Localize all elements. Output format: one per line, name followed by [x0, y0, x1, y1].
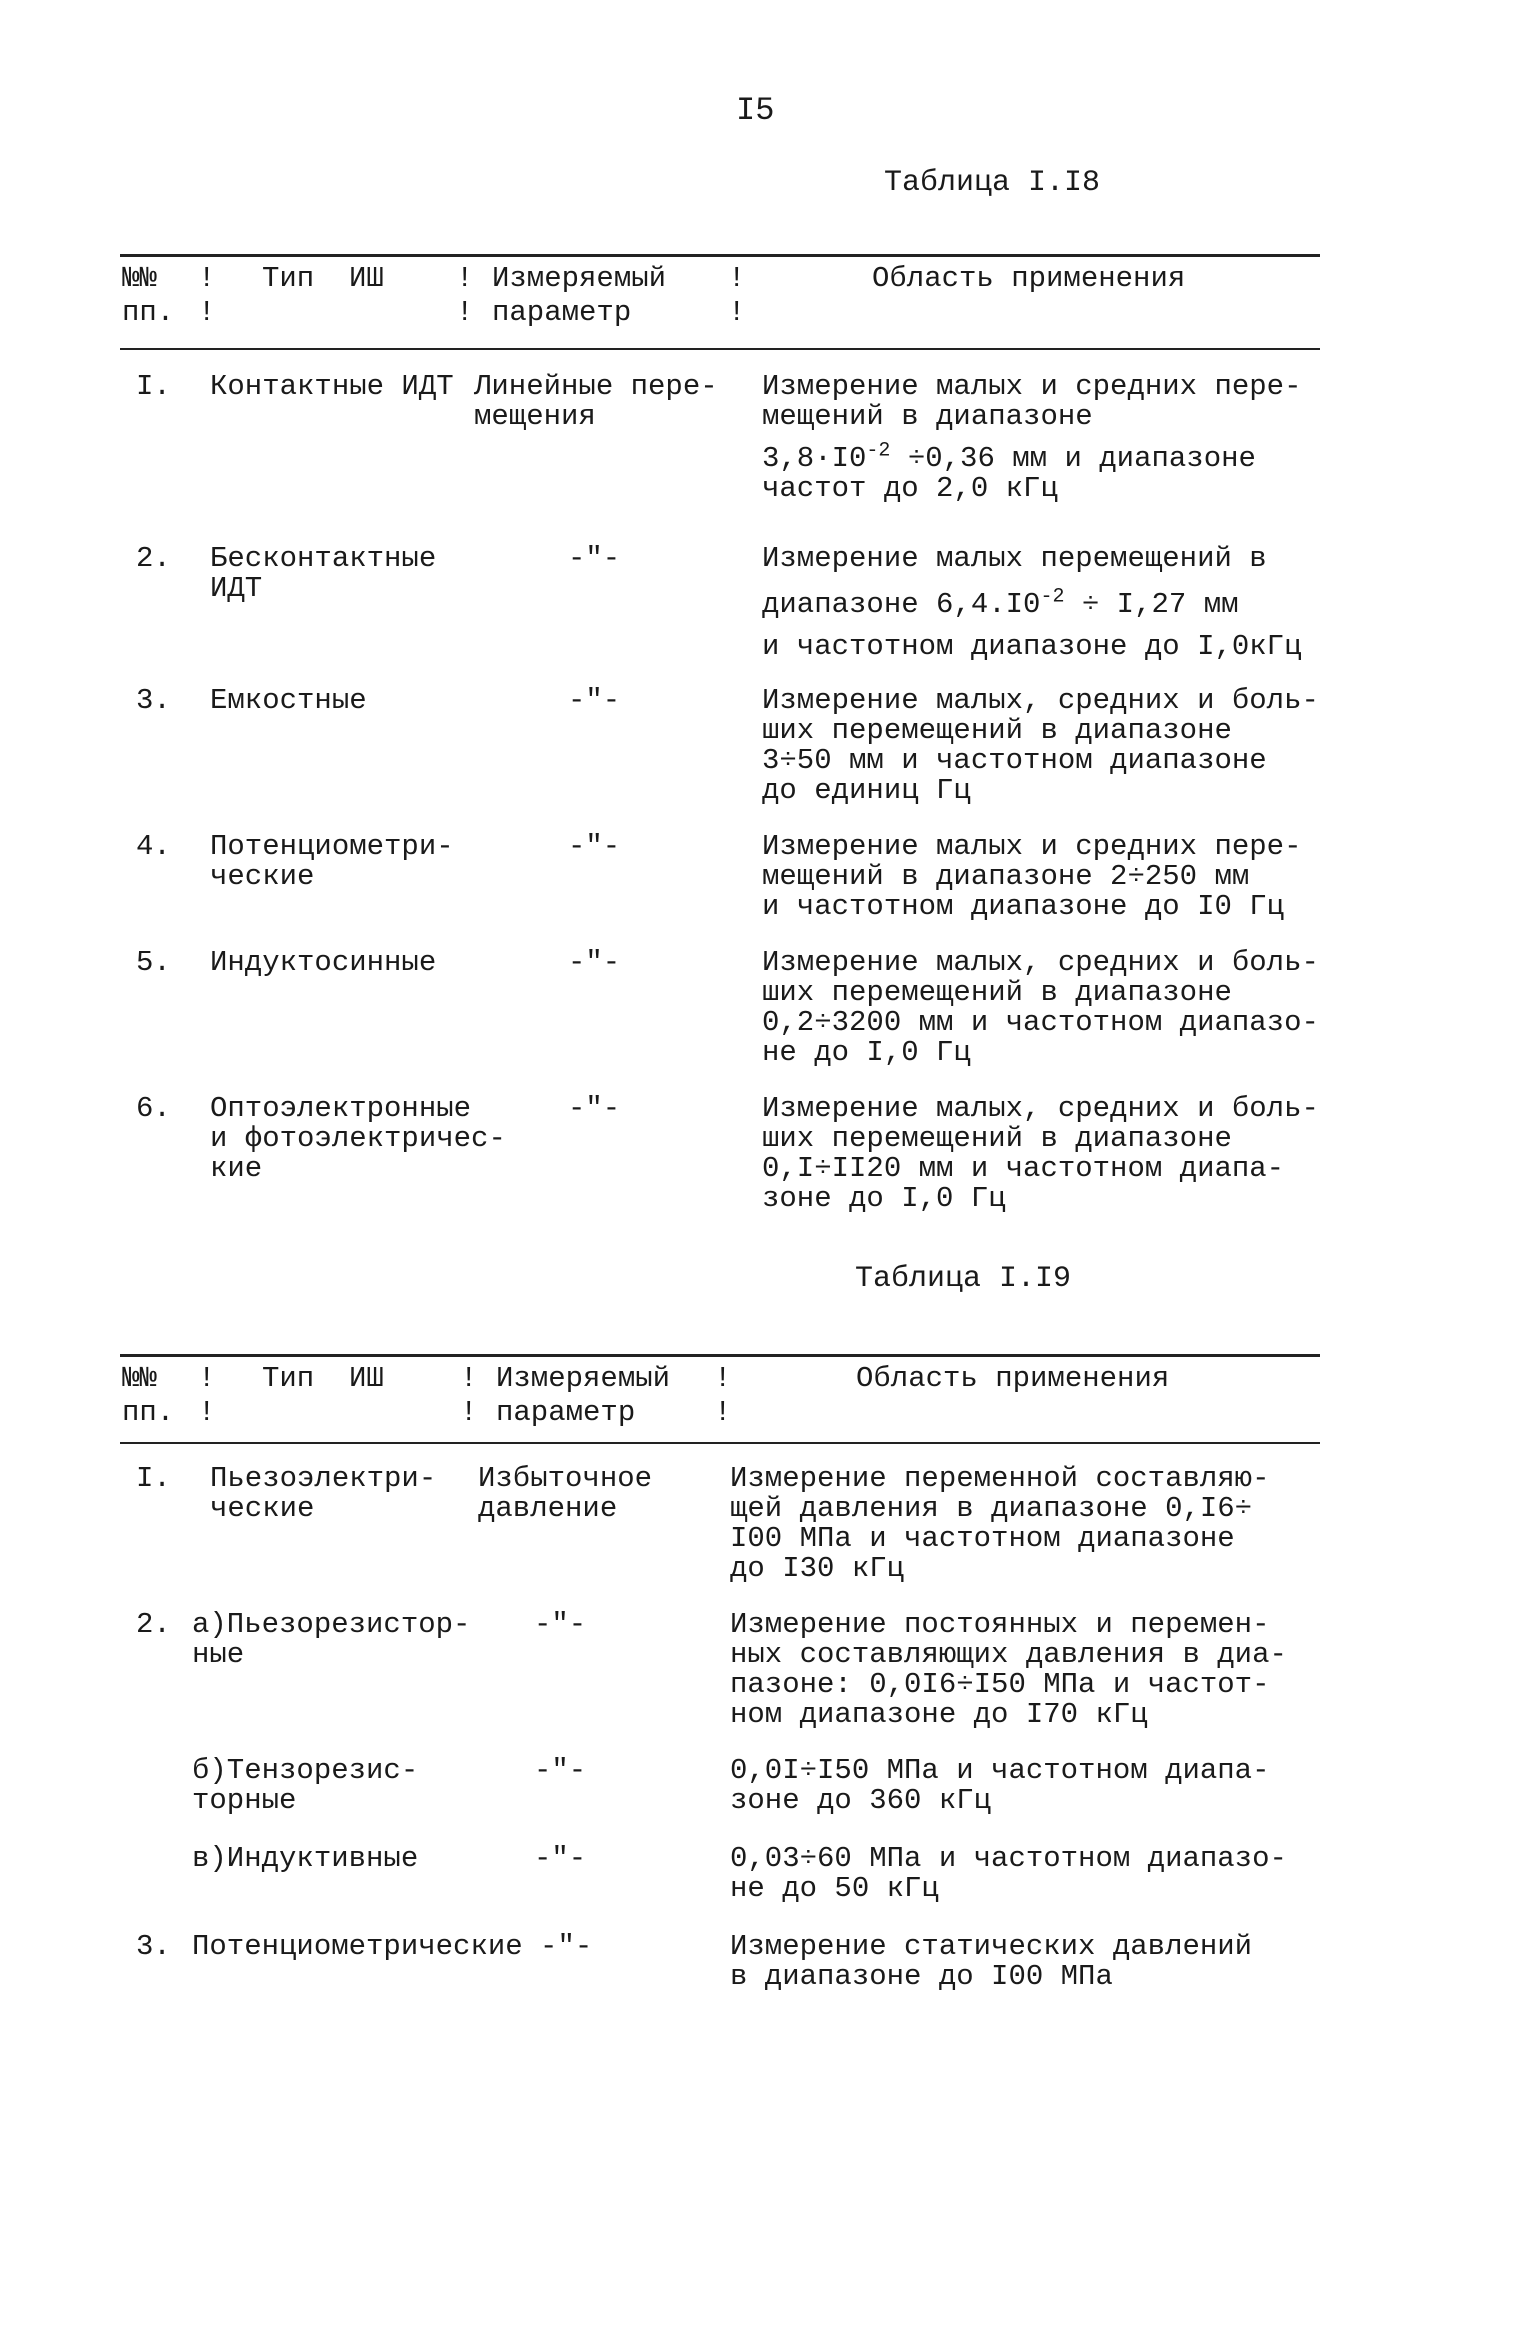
row-type: а)Пьезорезистор- ные: [192, 1608, 471, 1671]
row-type: в)Индуктивные: [192, 1842, 419, 1875]
row-type: Пьезоэлектри- ческие: [210, 1462, 437, 1525]
column-separator: ! !: [456, 262, 474, 329]
header-bottom-rule: [120, 348, 1320, 350]
row-area-tail: и частотном диапазоне до I,0кГц: [762, 630, 1302, 663]
row-type: Индуктосинные: [210, 946, 437, 979]
header-number: №№ пп.: [122, 262, 175, 329]
row-area: Измерение малых и средних пере- мещений в диапазоне 2÷250 мм и частотном диапазоне до I0 Гц: [762, 830, 1302, 923]
row-number: I.: [136, 1462, 171, 1495]
row-number: 3.: [136, 684, 171, 717]
row-type: Потенциометрические -"-: [192, 1930, 593, 1963]
header-parameter: Измеряемый параметр: [496, 1362, 671, 1429]
row-parameter: -"-: [568, 1092, 621, 1125]
header-parameter: Измеряемый параметр: [492, 262, 667, 329]
column-separator: ! !: [728, 262, 746, 329]
row-area: Измерение переменной составляю- щей давления в диапазоне 0,I6÷ I00 МПа и частотном диапазоне до I30 кГц: [730, 1462, 1270, 1585]
header-area: Область применения: [872, 262, 1186, 295]
row-area: Измерение малых и средних пере- мещений в диапазоне: [762, 370, 1302, 433]
row-parameter: -"-: [534, 1754, 587, 1787]
row-parameter: -"-: [568, 946, 621, 979]
row-number: 5.: [136, 946, 171, 979]
header-number: №№ пп.: [122, 1362, 175, 1429]
header-type: Тип ИШ: [262, 262, 384, 295]
row-parameter: -"-: [534, 1842, 587, 1875]
row-area-formula: диапазоне $6,4.I0^{-2} \div I,27$ мм: [762, 585, 1239, 621]
row-number: I.: [136, 370, 171, 403]
table-caption: Таблица I.I8: [884, 166, 1101, 200]
row-area: Измерение постоянных и перемен- ных составляющих давления в диа- пазоне: 0,0I6÷I50 МПа и частот- ном диапазоне до I70 кГц: [730, 1608, 1287, 1731]
table-top-rule: [120, 254, 1320, 257]
row-area-tail: частот до 2,0 кГц: [762, 472, 1058, 505]
header-area: Область применения: [856, 1362, 1170, 1395]
column-separator: ! !: [460, 1362, 478, 1429]
row-parameter: Линейные пере- мещения: [474, 370, 718, 433]
row-parameter: -"-: [568, 542, 621, 575]
row-area: Измерение малых перемещений в: [762, 542, 1267, 575]
header-type: Тип ИШ: [262, 1362, 384, 1395]
row-area: 0,0I÷I50 МПа и частотном диапа- зоне до 360 кГц: [730, 1754, 1270, 1817]
row-parameter: -"-: [568, 684, 621, 717]
header-bottom-rule: [120, 1442, 1320, 1444]
row-number: 4.: [136, 830, 171, 863]
row-area: Измерение малых, средних и боль- ших перемещений в диапазоне 0,2÷3200 мм и частотном диапазо- не до I,0 Гц: [762, 946, 1319, 1069]
row-type: Бесконтактные ИДТ: [210, 542, 437, 605]
column-separator: ! !: [198, 1362, 216, 1429]
row-area: Измерение статических давлений в диапазоне до I00 МПа: [730, 1930, 1253, 1993]
row-type: Оптоэлектронные и фотоэлектричес- кие: [210, 1092, 506, 1185]
row-number: 2.: [136, 1608, 171, 1641]
row-type: Контактные ИДТ: [210, 370, 454, 403]
table-caption: Таблица I.I9: [855, 1262, 1072, 1296]
row-number: 6.: [136, 1092, 171, 1125]
row-area: 0,03÷60 МПа и частотном диапазо- не до 50 кГц: [730, 1842, 1287, 1905]
row-type: Потенциометри- ческие: [210, 830, 454, 893]
column-separator: ! !: [714, 1362, 732, 1429]
row-area: Измерение малых, средних и боль- ших перемещений в диапазоне 3÷50 мм и частотном диапазоне до единиц Гц: [762, 684, 1319, 807]
row-parameter: -"-: [568, 830, 621, 863]
row-parameter: -"-: [534, 1608, 587, 1641]
row-area: Измерение малых, средних и боль- ших перемещений в диапазоне 0,I÷II20 мм и частотном диапа- зоне до I,0 Гц: [762, 1092, 1319, 1215]
row-number: 2.: [136, 542, 171, 575]
row-type: б)Тензорезис- торные: [192, 1754, 419, 1817]
column-separator: ! !: [198, 262, 216, 329]
row-number: 3.: [136, 1930, 171, 1963]
table-top-rule: [120, 1354, 1320, 1357]
row-parameter: Избыточное давление: [478, 1462, 653, 1525]
row-area-formula: $3,8\cdot I0^{-2} \div 0,36$ мм и диапазоне: [762, 439, 1256, 475]
row-type: Емкостные: [210, 684, 367, 717]
page-number: I5: [736, 92, 775, 129]
